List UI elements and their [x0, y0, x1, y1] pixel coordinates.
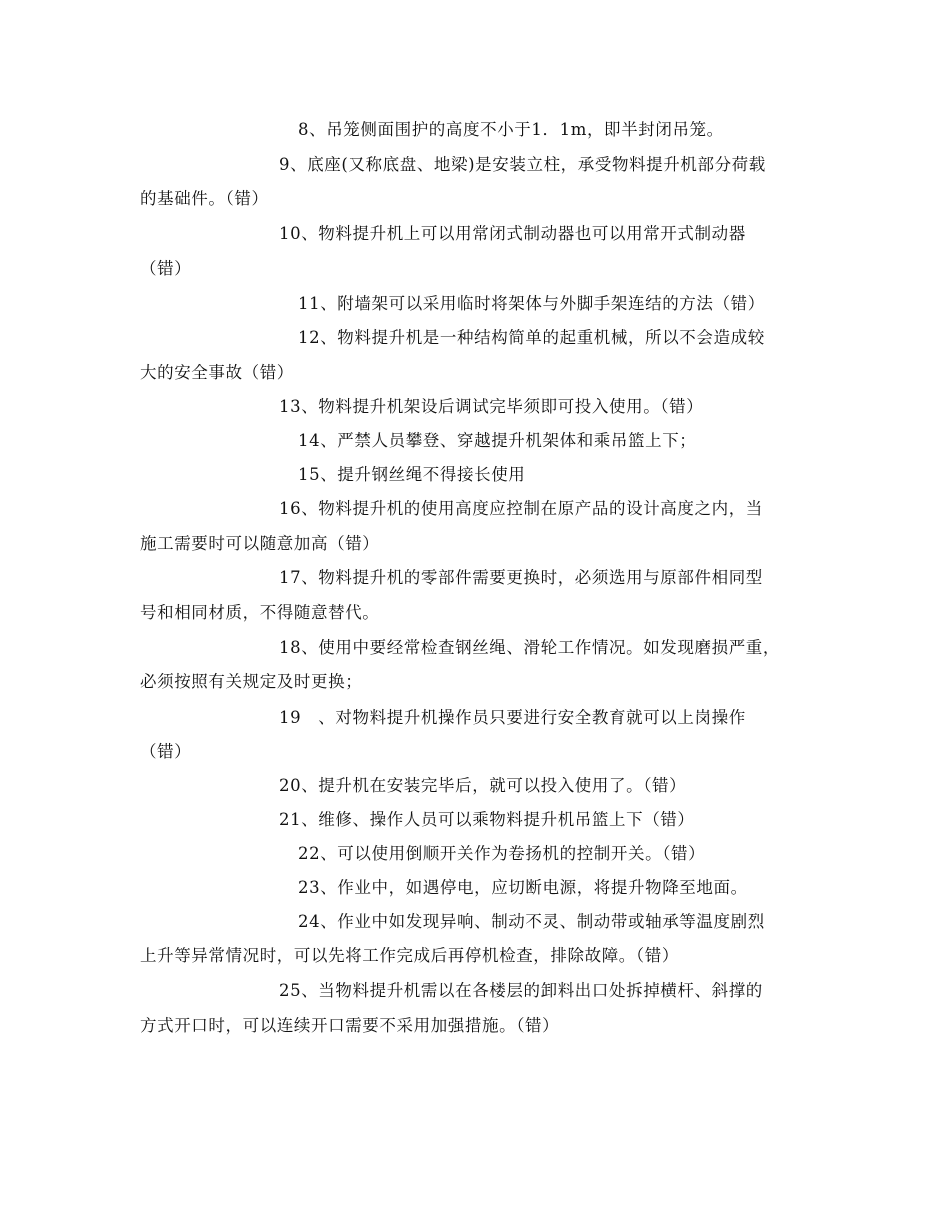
item-18-line-2: 必须按照有关规定及时更换； [140, 672, 363, 691]
item-18-line-1: 18、使用中要经常检查钢丝绳、滑轮工作情况。如发现磨损严重， [279, 638, 780, 657]
item-15-line-1: 15、提升钢丝绳不得接长使用 [298, 465, 526, 484]
item-21-line-1: 21、维修、操作人员可以乘物料提升机吊篮上下（错） [279, 810, 695, 829]
item-23-line-1: 23、作业中，如遇停电，应切断电源，将提升物降至地面。 [298, 878, 748, 897]
item-8-line-1: 8、吊笼侧面围护的高度不小于1．1m，即半封闭吊笼。 [298, 120, 724, 139]
item-14-line-1: 14、严禁人员攀登、穿越提升机架体和乘吊篮上下； [298, 431, 697, 450]
item-11-line-1: 11、附墙架可以采用临时将架体与外脚手架连结的方法（错） [298, 294, 765, 313]
item-25-line-1: 25、当物料提升机需以在各楼层的卸料出口处拆掉横杆、斜撑的 [279, 981, 763, 1000]
item-12-line-1: 12、物料提升机是一种结构简单的起重机械，所以不会造成较 [298, 328, 765, 347]
item-20-line-1: 20、提升机在安装完毕后，就可以投入使用了。（错） [279, 776, 687, 795]
item-24-line-2: 上升等异常情况时，可以先将工作完成后再停机检查，排除故障。（错） [140, 946, 679, 965]
item-19-line-1: 19 、对物料提升机操作员只要进行安全教育就可以上岗操作 [279, 708, 746, 727]
item-9-line-1: 9、底座(又称底盘、地梁)是安装立柱，承受物料提升机部分荷载 [279, 155, 766, 174]
item-17-line-2: 号和相同材质，不得随意替代。 [140, 603, 380, 622]
item-10-line-2: （错） [140, 259, 192, 278]
item-10-line-1: 10、物料提升机上可以用常闭式制动器也可以用常开式制动器 [279, 224, 746, 243]
item-9-line-2: 的基础件。（错） [140, 189, 269, 208]
item-19-line-2: （错） [140, 742, 192, 761]
item-17-line-1: 17、物料提升机的零部件需要更换时，必须选用与原部件相同型 [279, 568, 763, 587]
item-22-line-1: 22、可以使用倒顺开关作为卷扬机的控制开关。（错） [298, 844, 706, 863]
item-24-line-1: 24、作业中如发现异响、制动不灵、制动带或轴承等温度剧烈 [298, 912, 765, 931]
item-25-line-2: 方式开口时，可以连续开口需要不采用加强措施。（错） [140, 1016, 560, 1035]
item-13-line-1: 13、物料提升机架设后调试完毕须即可投入使用。（错） [279, 397, 704, 416]
item-16-line-2: 施工需要时可以随意加高（错） [140, 534, 380, 553]
item-16-line-1: 16、物料提升机的使用高度应控制在原产品的设计高度之内，当 [279, 499, 763, 518]
item-12-line-2: 大的安全事故（错） [140, 363, 294, 382]
